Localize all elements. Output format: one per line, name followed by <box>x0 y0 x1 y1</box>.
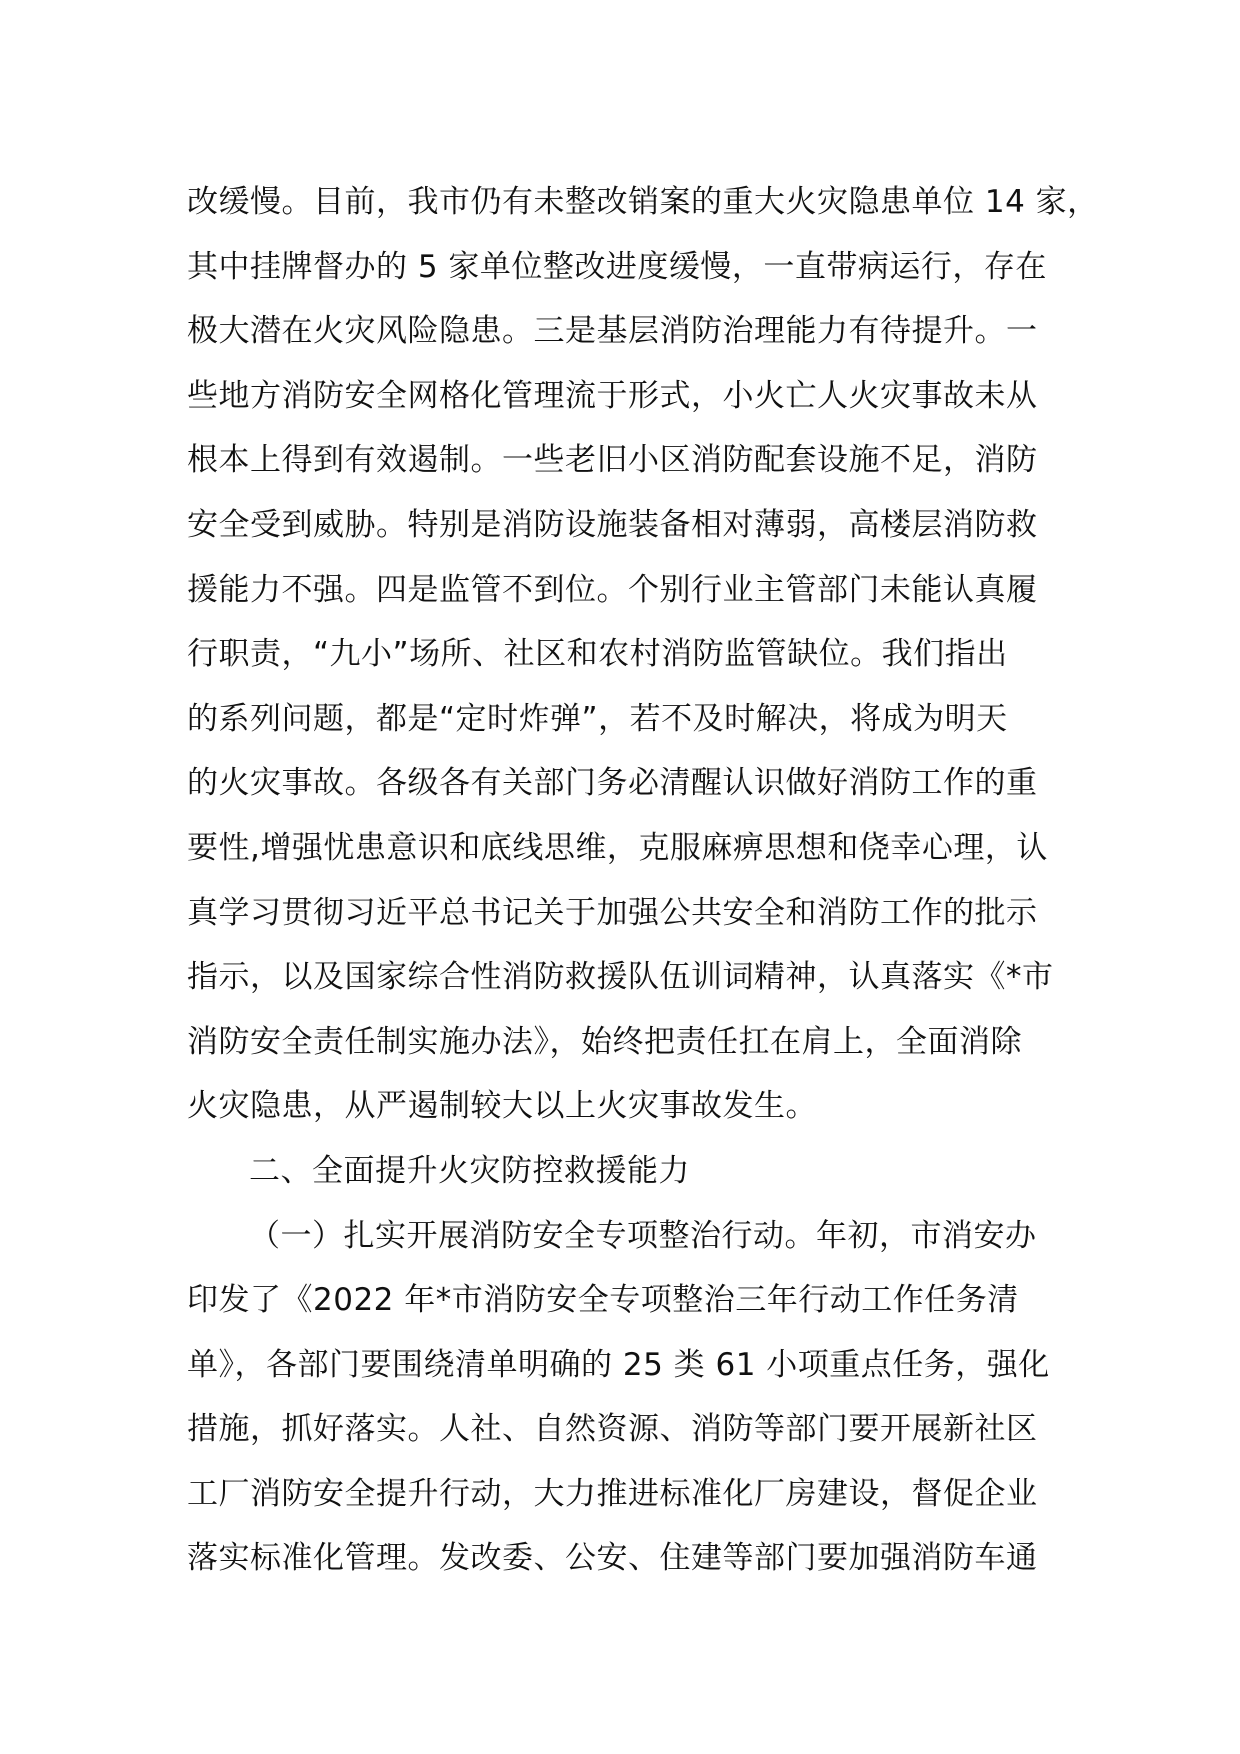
text-line: 火灾隐患，从严遏制较大以上火灾事故发生。 <box>187 1088 817 1125</box>
text-line: 的火灾事故。各级各有关部门务必清醒认识做好消防工作的重 <box>187 765 1038 802</box>
text-line: 的系列问题，都是“定时炸弹”，若不及时解决，将成为明天 <box>187 700 1008 737</box>
text-line: 落实标准化管理。发改委、公安、住建等部门要加强消防车通 <box>187 1540 1038 1577</box>
text-line: 单》，各部门要围绕清单明确的 25 类 61 小项重点任务，强化 <box>187 1346 1050 1383</box>
text-line: 指示，以及国家综合性消防救援队伍训词精神，认真落实《*市 <box>187 959 1054 996</box>
text-line: 根本上得到有效遏制。一些老旧小区消防配套设施不足，消防 <box>187 442 1038 479</box>
text-line: 改缓慢。目前，我市仍有未整改销案的重大火灾隐患单位 14 家， <box>187 184 1099 220</box>
body-text <box>187 170 1099 1591</box>
text-line: 措施，抓好落实。人社、自然资源、消防等部门要开展新社区 <box>187 1411 1038 1448</box>
text-line: 援能力不强。四是监管不到位。个别行业主管部门未能认真履 <box>187 571 1038 608</box>
text-line: 印发了《2022 年*市消防安全专项整治三年行动工作任务清 <box>187 1282 1019 1319</box>
text-line: 消防安全责任制实施办法》，始终把责任扛在肩上，全面消除 <box>187 1023 1022 1060</box>
paragraph-first-line: 二、全面提升火灾防控救援能力 <box>249 1152 690 1189</box>
text-line: 真学习贯彻习近平总书记关于加强公共安全和消防工作的批示 <box>187 894 1038 931</box>
text-line: 工厂消防安全提升行动，大力推进标准化厂房建设，督促企业 <box>187 1475 1038 1512</box>
text-line: 行职责，“九小”场所、社区和农村消防监管缺位。我们指出 <box>187 636 1008 673</box>
text-line: 极大潜在火灾风险隐患。三是基层消防治理能力有待提升。一 <box>187 313 1038 350</box>
text-line: 些地方消防安全网格化管理流于形式，小火亡人火灾事故未从 <box>187 377 1038 414</box>
text-line: 要性,增强忧患意识和底线思维，克服麻痹思想和侥幸心理，认 <box>187 829 1048 866</box>
text-line: 安全受到威胁。特别是消防设施装备相对薄弱，高楼层消防救 <box>187 506 1038 543</box>
paragraph-first-line: （一）扎实开展消防安全专项整治行动。年初，市消安办 <box>249 1217 1037 1254</box>
text-line: 其中挂牌督办的 5 家单位整改进度缓慢，一直带病运行，存在 <box>187 248 1047 285</box>
